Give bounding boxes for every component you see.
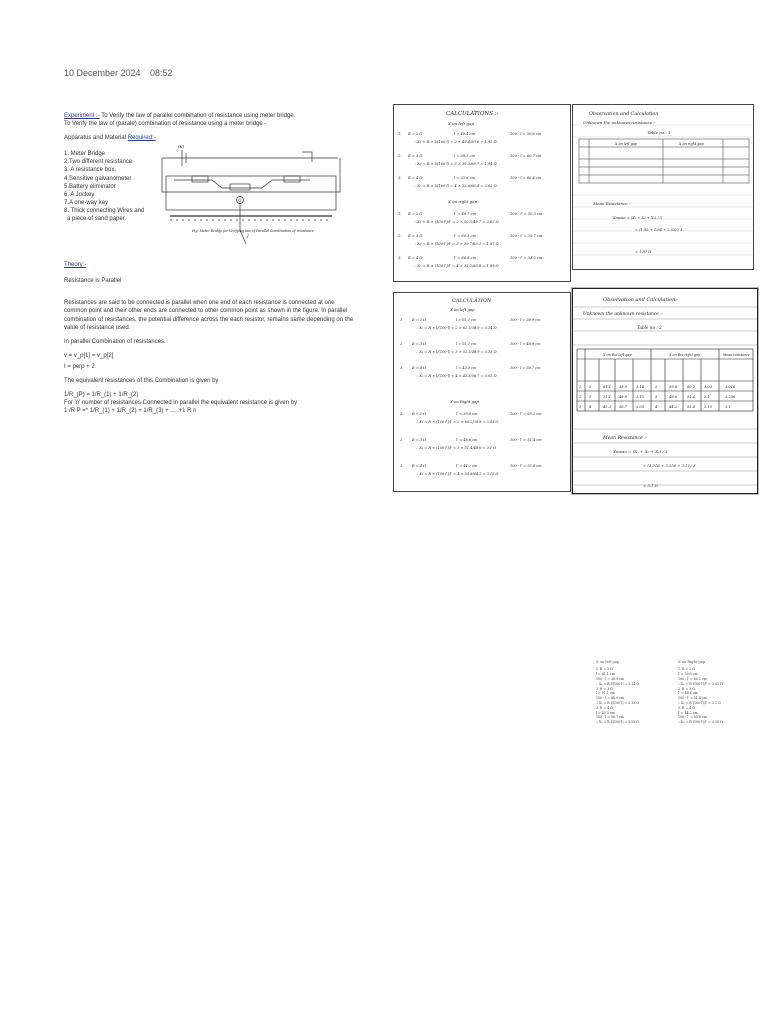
svg-text:100 - l = 48.9 cm: 100 - l = 48.9 cm (510, 342, 541, 346)
theory-heading: Theory:- (64, 262, 87, 269)
svg-text:2.: 2. (398, 154, 402, 158)
table-cell: 39.8 (669, 385, 678, 389)
svg-text:∴ X₂ = R × l/(100-l) = 3 × 51.: ∴ X₂ = R × l/(100-l) = 3 × 51.1/48.9 = 3.13 Ω (416, 350, 497, 354)
sheet-title: CALCULATION (452, 298, 492, 304)
svg-text:100 - l = 50.6 cm: 100 - l = 50.6 cm (510, 132, 542, 136)
svg-text:l' = 44.2 cm: l' = 44.2 cm (456, 464, 478, 468)
mean-formula: Xmean = (X₁ + X₂ + X₃) / 3 (613, 449, 668, 454)
svg-text:R = 2 Ω: R = 2 Ω (408, 132, 423, 136)
apparatus-item: 5.Battery eliminator (64, 183, 116, 190)
svg-text:l' = 48.6 cm: l' = 48.6 cm (456, 438, 478, 442)
svg-text:100 - l' = 60.2 cm: 100 - l' = 60.2 cm (510, 412, 542, 416)
svg-text:R = 4 Ω: R = 4 Ω (408, 176, 423, 180)
theory-eq4: 1 /R P =* 1/R_(1) + 1/R_(2) + 1/R_(3) + .....+1 R n (64, 408, 197, 415)
gap-heading: X on left gap (448, 121, 474, 126)
svg-text:R = 2 Ω: R = 2 Ω (408, 212, 423, 216)
table-header: Mean resistance (723, 353, 750, 357)
svg-text:∴ X₁ = R × l/(100-l) = 2 × 61.: ∴ X₁ = R × l/(100-l) = 2 × 61.1/38.9 = 3.14 Ω (416, 326, 497, 330)
table-cell: 3.256 (725, 395, 736, 399)
svg-text:J: J (247, 233, 249, 238)
circuit-sketch (152, 140, 348, 252)
table-cell: 48.6 (669, 395, 678, 399)
experiment-line2: To Verify the law of (parale) combination of resistance using a meter bridge - (64, 121, 267, 128)
svg-text:3.: 3. (400, 366, 404, 370)
table-cell: 3 (589, 395, 592, 399)
table-cell: 56.7 (619, 405, 628, 409)
svg-text:100 - l' = 55.8 cm: 100 - l' = 55.8 cm (510, 464, 542, 468)
apparatus-item: 6. A Jockey (64, 191, 95, 198)
table-cell: 4 (655, 405, 658, 409)
svg-text:100 - l = 66.4 cm: 100 - l = 66.4 cm (510, 176, 542, 180)
svg-text:l = 39.3 cm: l = 39.3 cm (454, 154, 476, 158)
table-cell: 3.016 (725, 385, 736, 389)
apparatus-item: 4.Sensitive galvanometer (64, 175, 132, 182)
svg-text:R = 3 Ω: R = 3 Ω (408, 154, 423, 158)
theory-para2: In parallel Combination of resistances. (64, 338, 166, 345)
table-header: X on the right gap (669, 353, 701, 357)
svg-text:100 - l' = 51.4 cm: 100 - l' = 51.4 cm (510, 438, 542, 442)
table-cell: 43.3 (603, 405, 612, 409)
sheet-title: Observation and Calculation:- (603, 297, 679, 303)
theory-eq3: 1/R_(P) = 1/R_(1) + 1/R_(2) (64, 392, 139, 399)
mean-result: = 1.97 Ω (635, 250, 652, 254)
gap-heading: X on left gap (450, 307, 475, 312)
table-cell: 3.05 (636, 405, 645, 409)
apparatus-list (64, 150, 156, 223)
experiment-label: Experiment :- (64, 113, 100, 119)
observation-table-rows (578, 385, 736, 409)
table-cell: 51.1 (603, 395, 612, 399)
table-cell: 3.13 (636, 395, 645, 399)
apparatus-item: 1. Meter Bridge (64, 151, 106, 158)
small-calc-right: X on Right gap 1. R = 2 Ω l' = 39.8 cm 100 - l' = 60.2 cm ∴ X₁ = R (100-l')/l' = 3.03 Ω 2. R = 3 Ω l' = 48.6 cm 100 - l' = 51.4 cm ∴ X₂ = R (100-l')/l' = 3.1 Ω 3. R = 4 Ω l' = 44.2 cm 100 - l' = 55.8 cm ∴ X₃ = R (100-l')/l' = 3.15 Ω (678, 660, 723, 725)
apparatus-item: 3. A resistance box. (64, 167, 117, 174)
apparatus-item: 7.A one-way key (64, 199, 109, 206)
svg-text:R = 3 Ω: R = 3 Ω (408, 234, 423, 238)
table-cell: 3.1 (725, 405, 731, 409)
table-cell: 38.9 (619, 385, 628, 389)
svg-text:∴ X₃ = R × (100-l')/l' = 4 × 5: ∴ X₃ = R × (100-l')/l' = 4 × 55.8/44.2 = 3.15 Ω (416, 472, 499, 476)
apparatus-item: 2.Two different resistance (64, 159, 133, 166)
mean-step: = (3.016 + 3.256 + 3.1) / 3 (643, 463, 696, 468)
table-cell: 51.4 (687, 395, 696, 399)
svg-text:R = 4 Ω: R = 4 Ω (408, 256, 423, 260)
svg-text:l = 61.1 cm: l = 61.1 cm (456, 318, 477, 322)
svg-text:R = 3 Ω: R = 3 Ω (412, 438, 427, 442)
table-cell: 2 (589, 385, 592, 389)
table-cell: 3 (655, 395, 658, 399)
gap-heading: X on Right gap (450, 399, 479, 404)
mean-formula: Xmean = (X₁ + X₂ + X₃) / 3 (613, 216, 663, 220)
svg-text:R = 2 Ω: R = 2 Ω (412, 412, 427, 416)
svg-text:100 - l = 56.7 cm: 100 - l = 56.7 cm (510, 366, 541, 370)
svg-text:2.: 2. (400, 342, 404, 346)
sheet-title: CALCULATIONS :- (446, 111, 499, 117)
svg-text:∴ X₂ = R × (100-l')/l' = 3 × 3: ∴ X₂ = R × (100-l')/l' = 3 × 39.7/60.3 = 1.97 Ω (414, 242, 499, 246)
svg-text:∴ X₃ = R × (100-l')/l' = 4 × 3: ∴ X₃ = R × (100-l')/l' = 4 × 33.2/66.8 = 1.99 Ω (414, 264, 499, 268)
table-cell: 3.03 (704, 385, 713, 389)
small-calc-left: X on left gap 1. R = 2 Ω l = 61.1 cm 100 - l = 38.9 cm ∴ X₁ = R l/(100-l) = 3.14 Ω 2. R = 3 Ω l = 51.1 cm 100 - l = 48.9 cm ∴ X₂ = R l/(100-l) = 3.13 Ω 3. R = 4 Ω l = 43.3 cm 100 - l = 56.7 cm ∴ X₃ = R l/(100-l) = 3.05 Ω (596, 660, 639, 725)
table-cell: 2 (655, 385, 658, 389)
table-cell: 61.1 (603, 385, 612, 389)
svg-text:l = 49.4 cm: l = 49.4 cm (454, 132, 476, 136)
svg-text:∴ X₂ = R × (100-l')/l' = 3 × 5: ∴ X₂ = R × (100-l')/l' = 3 × 51.4/48.6 = 3.1 Ω (416, 446, 497, 450)
theory-eq1: v = v_p[1] = v_p[2] (64, 352, 114, 359)
svg-text:R = 3 Ω: R = 3 Ω (412, 342, 427, 346)
mean-title: Mean Resistance :- (603, 436, 648, 441)
table-cell: 3.1 (704, 395, 710, 399)
svg-text:100 - l = 60.7 cm: 100 - l = 60.7 cm (510, 154, 542, 158)
svg-text:R = 4 Ω: R = 4 Ω (412, 464, 427, 468)
svg-text:G: G (238, 197, 242, 203)
observation-sheet-2 (572, 288, 758, 494)
svg-text:1.: 1. (400, 412, 404, 416)
theory-para1: Resistances are said to be connected is parallel when one end of each resistance is connected at one common point and their other ends are connected to other common point as shown in the figure. In parallel combination of resistances, the potential difference across the each resistor, remains same depending on the value of resistance used. (64, 300, 354, 331)
table-cell: 60.2 (687, 385, 696, 389)
meter-bridge-diagram (152, 140, 348, 252)
svg-text:∴ X₁ = R × (100-l')/l' = 2 × 6: ∴ X₁ = R × (100-l')/l' = 2 × 60.2/39.8 = 3.03 Ω (416, 420, 499, 424)
svg-text:l' = 60.3 cm: l' = 60.3 cm (454, 234, 476, 238)
mean-title: Mean Resistance :- (593, 201, 632, 206)
mean-step: = (1.95 + 1.94 + 2.02) / 3 (635, 228, 683, 232)
table-cell: 55.8 (687, 405, 696, 409)
sheet-subtitle: Unknown the unknown resistance :- (583, 312, 664, 317)
svg-text:R = 2 Ω: R = 2 Ω (412, 318, 427, 322)
svg-text:(K): (K) (178, 144, 185, 149)
theory-para4: For 'n' number of resistances Connected in parallel the equivalent resistance is given by (64, 400, 298, 407)
apparatus-line: Apparatus and Material Required:- (64, 135, 156, 142)
theory-subheading: Resistance is Parallel (64, 278, 122, 285)
gap-heading: X on right gap (448, 199, 478, 204)
svg-text:100 - l' = 50.3 cm: 100 - l' = 50.3 cm (510, 212, 543, 216)
svg-text:3.: 3. (400, 464, 404, 468)
apparatus-link[interactable]: Required:- (127, 135, 156, 142)
note-time: 08:52 (150, 68, 173, 78)
svg-text:2.: 2. (398, 234, 402, 238)
table-cell: 48.9 (619, 395, 628, 399)
table-cell: 3.15 (704, 405, 713, 409)
table-cell: 1 (579, 385, 582, 389)
table-cell: 4 (589, 405, 592, 409)
table-header: X on the left gap (603, 353, 632, 357)
figure-caption: Fig: Meter Bridge for Verifying law of Parallel Combination of resistance (192, 229, 314, 233)
svg-text:1.: 1. (398, 212, 402, 216)
svg-text:∴ X₃ = R × l/(100-l) = 4 × 33.: ∴ X₃ = R × l/(100-l) = 4 × 33.6/66.4 = 2.02 Ω (414, 184, 497, 188)
svg-text:l' = 49.7 cm: l' = 49.7 cm (454, 212, 476, 216)
table-cell: 2 (579, 395, 582, 399)
svg-text:l = 51.1 cm: l = 51.1 cm (456, 342, 477, 346)
sheet-subtitle: Unknown the unknown resistance :- (583, 120, 657, 125)
sheet-title: Observation and Calculation (589, 112, 659, 117)
svg-text:∴ X₁ = R × (100-l')/l' = 2 × 5: ∴ X₁ = R × (100-l')/l' = 2 × 50.3/49.7 = 2.02 Ω (414, 220, 499, 224)
theory-eq2: I = perp + 2 (64, 363, 95, 370)
observation-sheet-1 (572, 104, 754, 270)
table-header: X on right gap (679, 142, 704, 146)
svg-text:R = 4 Ω: R = 4 Ω (412, 366, 427, 370)
table-header: X on left gap (615, 142, 637, 146)
svg-text:3.: 3. (398, 176, 402, 180)
svg-text:100 - l = 38.9 cm: 100 - l = 38.9 cm (510, 318, 541, 322)
svg-text:∴ X₁ = R × l/(100-l) = 2 × 49.: ∴ X₁ = R × l/(100-l) = 2 × 49.4/50.6 = 1.95 Ω (414, 140, 497, 144)
svg-text:l' = 66.8 cm: l' = 66.8 cm (454, 256, 476, 260)
experiment-title: Experiment :- To Verify the law of parallel combination of resistance using meter bridge. (64, 113, 296, 119)
table-cell: 3.14 (636, 385, 645, 389)
svg-text:l = 43.3 cm: l = 43.3 cm (456, 366, 477, 370)
svg-text:3.: 3. (398, 256, 402, 260)
svg-text:l = 33.6 cm: l = 33.6 cm (454, 176, 476, 180)
table-number: Table no : 1 (647, 130, 671, 135)
theory-para3: The equivalent resistances of this Combination is given by (64, 377, 219, 384)
apparatus-item: a piece of sand paper. (67, 216, 127, 223)
svg-text:∴ X₃ = R × l/(100-l) = 4 × 43.: ∴ X₃ = R × l/(100-l) = 4 × 43.3/56.7 = 3.05 Ω (416, 374, 497, 378)
svg-text:∴ X₂ = R × l/(100-l) = 3 × 39.: ∴ X₂ = R × l/(100-l) = 3 × 39.3/60.7 = 1.94 Ω (414, 162, 497, 166)
svg-text:1.: 1. (398, 132, 402, 136)
svg-text:100 - l' = 39.7 cm: 100 - l' = 39.7 cm (510, 234, 543, 238)
note-date: 10 December 2024 (64, 68, 141, 78)
table-cell: 3 (579, 405, 582, 409)
mean-result: = 3.1 Ω (643, 483, 658, 488)
table-number: Table no : 2 (637, 325, 662, 330)
apparatus-item: 8. Thick connecting Wires and (64, 207, 145, 214)
table-cell: 44.2 (669, 405, 678, 409)
svg-text:2.: 2. (400, 438, 404, 442)
calculation-sheet-2 (393, 292, 571, 492)
svg-text:100 - l' = 33.2 cm: 100 - l' = 33.2 cm (510, 256, 543, 260)
svg-text:1.: 1. (400, 318, 404, 322)
calculation-sheet-1 (393, 104, 571, 282)
svg-text:l' = 39.8 cm: l' = 39.8 cm (456, 412, 478, 416)
